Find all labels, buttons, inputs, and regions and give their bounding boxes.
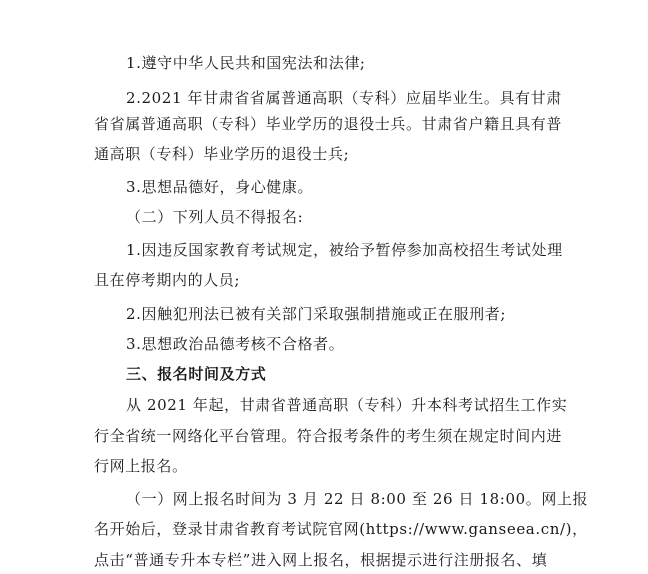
- section-heading-exclusions: （二）下列人员不得报名:: [126, 208, 304, 226]
- req-item-3: 3.思想品德好，身心健康。: [126, 178, 314, 196]
- registration-time-para: （一）网上报名时间为 3 月 22 日 8:00 至 26 日 18:00。网上报: [126, 490, 589, 508]
- registration-time-para-cont-1: 名开始后，登录甘肃省教育考试院官网(https://www.ganseea.cn/)，: [94, 520, 588, 538]
- exclusion-item-1-cont: 且在停考期内的人员;: [94, 271, 241, 289]
- exclusion-item-1: 1.因违反国家教育考试规定，被给予暂停参加高校招生考试处理: [126, 241, 563, 259]
- exclusion-item-2: 2.因触犯刑法已被有关部门采取强制措施或正在服刑者;: [126, 305, 506, 323]
- registration-para-1-cont-1: 行全省统一网络化平台管理。符合报考条件的考生须在规定时间内进: [94, 427, 563, 445]
- req-item-1: 1.遵守中华人民共和国宪法和法律;: [126, 54, 366, 72]
- registration-para-1-cont-2: 行网上报名。: [94, 457, 188, 475]
- registration-para-1: 从 2021 年起，甘肃省普通高职（专科）升本科考试招生工作实: [126, 396, 568, 414]
- registration-time-para-cont-2: 点击“普通专升本专栏”进入网上报名，根据提示进行注册报名、填: [94, 551, 548, 569]
- req-item-2: 2.2021 年甘肃省省属普通高职（专科）应届毕业生。具有甘肃: [126, 89, 562, 107]
- req-item-2-cont-2: 通高职（专科）毕业学历的退役士兵;: [94, 145, 350, 163]
- req-item-2-cont-1: 省省属普通高职（专科）毕业学历的退役士兵。甘肃省户籍且具有普: [94, 115, 563, 133]
- exclusion-item-3: 3.思想政治品德考核不合格者。: [126, 335, 345, 353]
- section-heading-registration: 三、报名时间及方式: [126, 365, 267, 383]
